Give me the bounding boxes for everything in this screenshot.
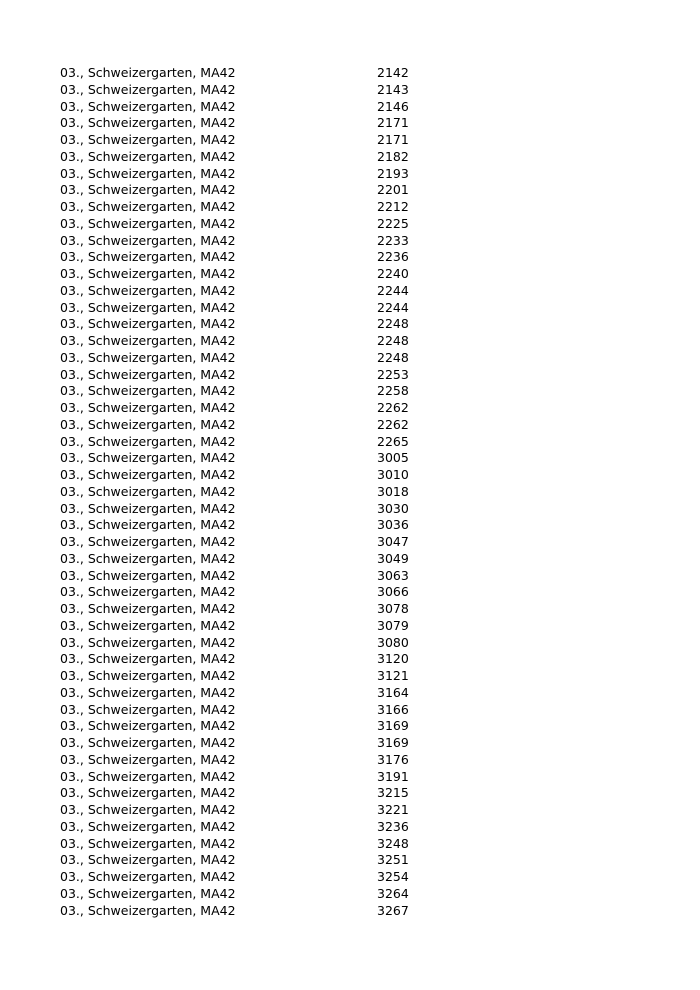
location-text: 03., Schweizergarten, MA42 — [60, 701, 236, 717]
number-text: 2142 — [377, 65, 409, 80]
list-item — [60, 584, 420, 601]
location-text: 03., Schweizergarten, MA42 — [60, 299, 236, 315]
list-item — [60, 166, 420, 183]
number-text: 3049 — [377, 550, 409, 566]
record-list — [60, 65, 420, 919]
location-text: 03., Schweizergarten, MA42 — [60, 885, 236, 901]
number-text: 3066 — [377, 584, 409, 600]
number-text: 2143 — [377, 81, 409, 97]
number-text: 2248 — [377, 349, 409, 365]
list-item — [60, 802, 420, 819]
location-text: 03., Schweizergarten, MA42 — [60, 869, 236, 884]
location-text: 03., Schweizergarten, MA42 — [60, 785, 236, 801]
number-text: 2171 — [377, 115, 409, 131]
number-text: 3121 — [377, 668, 409, 683]
location-text: 03., Schweizergarten, MA42 — [60, 98, 236, 114]
location-text: 03., Schweizergarten, MA42 — [60, 366, 236, 382]
list-item — [60, 735, 420, 752]
location-text: 03., Schweizergarten, MA42 — [60, 550, 236, 566]
number-text: 3176 — [377, 751, 409, 767]
list-item — [60, 350, 420, 367]
location-text: 03., Schweizergarten, MA42 — [60, 416, 236, 432]
number-text: 2248 — [377, 333, 409, 348]
number-text: 3251 — [377, 852, 409, 868]
list-item — [60, 484, 420, 501]
number-text: 2201 — [377, 182, 409, 198]
location-text: 03., Schweizergarten, MA42 — [60, 534, 236, 549]
number-text: 3254 — [377, 869, 409, 884]
list-item — [60, 132, 420, 149]
number-text: 2225 — [377, 215, 409, 231]
number-text: 2244 — [377, 299, 409, 315]
location-text: 03., Schweizergarten, MA42 — [60, 617, 236, 633]
number-text: 2146 — [377, 98, 409, 114]
list-item — [60, 434, 420, 451]
number-text: 2262 — [377, 400, 409, 415]
list-item — [60, 685, 420, 702]
list-item — [60, 869, 420, 886]
list-item — [60, 852, 420, 869]
location-text: 03., Schweizergarten, MA42 — [60, 584, 236, 600]
list-item — [60, 283, 420, 300]
list-item — [60, 635, 420, 652]
location-text: 03., Schweizergarten, MA42 — [60, 517, 236, 533]
location-text: 03., Schweizergarten, MA42 — [60, 148, 236, 164]
number-text: 3120 — [377, 651, 409, 667]
number-text: 3248 — [377, 835, 409, 851]
location-text: 03., Schweizergarten, MA42 — [60, 500, 236, 516]
list-item — [60, 618, 420, 635]
location-text: 03., Schweizergarten, MA42 — [60, 132, 236, 147]
location-text: 03., Schweizergarten, MA42 — [60, 433, 236, 449]
list-item — [60, 182, 420, 199]
number-text: 2253 — [377, 366, 409, 382]
location-text: 03., Schweizergarten, MA42 — [60, 567, 236, 583]
list-item — [60, 836, 420, 853]
list-item — [60, 316, 420, 333]
location-text: 03., Schweizergarten, MA42 — [60, 601, 236, 616]
list-item — [60, 517, 420, 534]
number-text: 3164 — [377, 684, 409, 700]
number-text: 3236 — [377, 818, 409, 834]
location-text: 03., Schweizergarten, MA42 — [60, 450, 236, 466]
list-item — [60, 467, 420, 484]
number-text: 3267 — [377, 902, 409, 918]
number-text: 2236 — [377, 249, 409, 265]
number-text: 2248 — [377, 316, 409, 332]
list-item — [60, 752, 420, 769]
location-text: 03., Schweizergarten, MA42 — [60, 684, 236, 700]
location-text: 03., Schweizergarten, MA42 — [60, 282, 236, 298]
location-text: 03., Schweizergarten, MA42 — [60, 199, 236, 214]
list-item — [60, 534, 420, 551]
location-text: 03., Schweizergarten, MA42 — [60, 383, 236, 399]
list-item — [60, 333, 420, 350]
number-text: 2265 — [377, 433, 409, 449]
location-text: 03., Schweizergarten, MA42 — [60, 751, 236, 767]
location-text: 03., Schweizergarten, MA42 — [60, 818, 236, 834]
list-item — [60, 266, 420, 283]
list-item — [60, 149, 420, 166]
number-text: 2171 — [377, 132, 409, 147]
list-item — [60, 450, 420, 467]
number-text: 3005 — [377, 450, 409, 466]
number-text: 2244 — [377, 282, 409, 298]
list-item — [60, 568, 420, 585]
location-text: 03., Schweizergarten, MA42 — [60, 400, 236, 415]
number-text: 3030 — [377, 500, 409, 516]
list-item — [60, 400, 420, 417]
list-item — [60, 249, 420, 266]
location-text: 03., Schweizergarten, MA42 — [60, 651, 236, 667]
location-text: 03., Schweizergarten, MA42 — [60, 81, 236, 97]
location-text: 03., Schweizergarten, MA42 — [60, 634, 236, 650]
list-item — [60, 651, 420, 668]
list-item — [60, 417, 420, 434]
number-text: 2182 — [377, 148, 409, 164]
list-item — [60, 785, 420, 802]
location-text: 03., Schweizergarten, MA42 — [60, 333, 236, 348]
list-item — [60, 233, 420, 250]
list-item — [60, 903, 420, 920]
list-item — [60, 718, 420, 735]
number-text: 3080 — [377, 634, 409, 650]
list-item — [60, 702, 420, 719]
location-text: 03., Schweizergarten, MA42 — [60, 852, 236, 868]
list-item — [60, 99, 420, 116]
list-item — [60, 65, 420, 82]
list-item — [60, 769, 420, 786]
number-text: 3063 — [377, 567, 409, 583]
number-text: 2212 — [377, 199, 409, 214]
list-item — [60, 199, 420, 216]
list-item — [60, 601, 420, 618]
location-text: 03., Schweizergarten, MA42 — [60, 835, 236, 851]
list-item — [60, 668, 420, 685]
list-item — [60, 501, 420, 518]
number-text: 2240 — [377, 266, 409, 281]
number-text: 3018 — [377, 483, 409, 499]
location-text: 03., Schweizergarten, MA42 — [60, 902, 236, 918]
location-text: 03., Schweizergarten, MA42 — [60, 467, 236, 482]
location-text: 03., Schweizergarten, MA42 — [60, 768, 236, 784]
number-text: 3036 — [377, 517, 409, 533]
list-item — [60, 82, 420, 99]
location-text: 03., Schweizergarten, MA42 — [60, 316, 236, 332]
location-text: 03., Schweizergarten, MA42 — [60, 182, 236, 198]
list-item — [60, 300, 420, 317]
list-item — [60, 216, 420, 233]
number-text: 3264 — [377, 885, 409, 901]
location-text: 03., Schweizergarten, MA42 — [60, 802, 236, 817]
number-text: 3169 — [377, 718, 409, 734]
location-text: 03., Schweizergarten, MA42 — [60, 718, 236, 734]
location-text: 03., Schweizergarten, MA42 — [60, 349, 236, 365]
number-text: 3221 — [377, 802, 409, 817]
number-text: 3047 — [377, 534, 409, 549]
list-item — [60, 551, 420, 568]
list-item — [60, 819, 420, 836]
list-item — [60, 115, 420, 132]
number-text: 2258 — [377, 383, 409, 399]
location-text: 03., Schweizergarten, MA42 — [60, 115, 236, 131]
location-text: 03., Schweizergarten, MA42 — [60, 249, 236, 265]
location-text: 03., Schweizergarten, MA42 — [60, 165, 236, 181]
list-item — [60, 367, 420, 384]
location-text: 03., Schweizergarten, MA42 — [60, 65, 236, 80]
location-text: 03., Schweizergarten, MA42 — [60, 668, 236, 683]
location-text: 03., Schweizergarten, MA42 — [60, 266, 236, 281]
list-item — [60, 886, 420, 903]
location-text: 03., Schweizergarten, MA42 — [60, 232, 236, 248]
number-text: 2233 — [377, 232, 409, 248]
number-text: 3078 — [377, 601, 409, 616]
list-item — [60, 383, 420, 400]
location-text: 03., Schweizergarten, MA42 — [60, 215, 236, 231]
number-text: 3010 — [377, 467, 409, 482]
number-text: 2193 — [377, 165, 409, 181]
number-text: 3169 — [377, 735, 409, 750]
number-text: 2262 — [377, 416, 409, 432]
number-text: 3166 — [377, 701, 409, 717]
location-text: 03., Schweizergarten, MA42 — [60, 735, 236, 750]
number-text: 3079 — [377, 617, 409, 633]
location-text: 03., Schweizergarten, MA42 — [60, 483, 236, 499]
number-text: 3215 — [377, 785, 409, 801]
number-text: 3191 — [377, 768, 409, 784]
